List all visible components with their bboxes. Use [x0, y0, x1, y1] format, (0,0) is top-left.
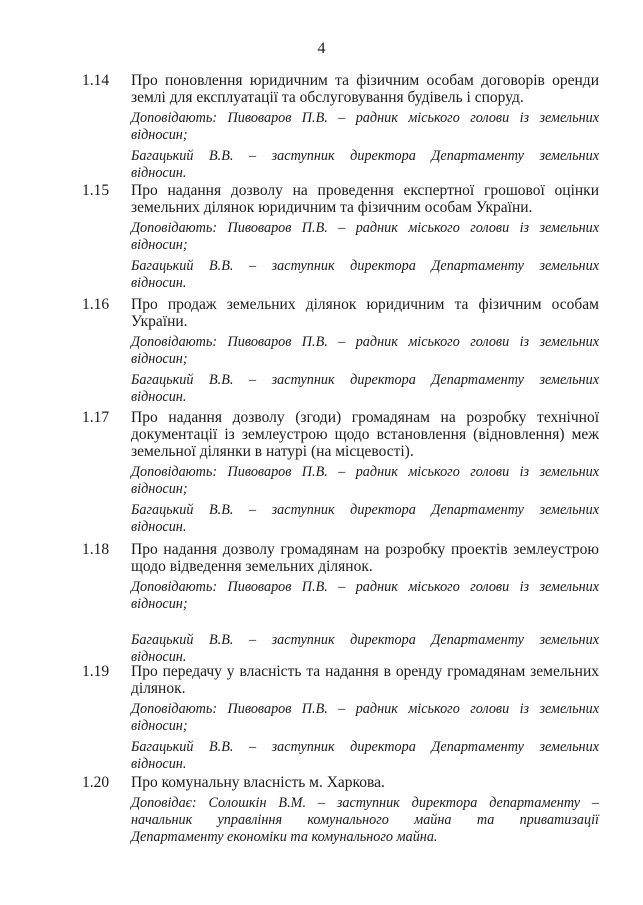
agenda-item-title-line: земельних ділянок юридичним та фізичним особам України. [131, 199, 533, 216]
agenda-item-number: 1.14 [82, 72, 110, 89]
agenda-item-title-line: Про надання дозволу на проведення експертної грошової оцінки [131, 182, 599, 199]
speaker-line: Доповідають: Пивоваров П.В. – радник міського голови із земельних [131, 464, 599, 480]
speaker-line: відносин. [131, 519, 187, 535]
agenda-item-title-line: Про продаж земельних ділянок юридичним та фізичним особам [131, 296, 599, 313]
speaker-line: Багацький В.В. – заступник директора Департаменту земельних [131, 258, 599, 274]
agenda-item-title-line: землі для експлуатації та обслуговування будівель і споруд. [131, 89, 524, 106]
agenda-item-title-line: Про поновлення юридичним та фізичним особам договорів оренди [131, 72, 599, 89]
agenda-item-number: 1.17 [82, 409, 110, 426]
agenda-item-title-line: Про комунальну власність м. Харкова. [131, 774, 385, 791]
speaker-line: Багацький В.В. – заступник директора Департаменту земельних [131, 502, 599, 518]
speaker-line: відносин; [131, 237, 188, 253]
speaker-line: Доповідає: Солошкін В.М. – заступник директора департаменту – [131, 795, 599, 811]
spacer [131, 613, 599, 632]
agenda-item-body [131, 72, 599, 182]
agenda-item-body [131, 182, 599, 292]
speaker-line: відносин; [131, 351, 188, 367]
agenda-item-number: 1.18 [82, 541, 110, 558]
speaker-line: відносин. [131, 389, 187, 405]
speaker-line: відносин. [131, 756, 187, 772]
agenda-item-title-line: щодо відведення земельних ділянок. [131, 558, 373, 575]
agenda-item-body [131, 663, 599, 773]
agenda-item-title-line: ділянок. [131, 680, 186, 697]
speaker-line: начальник управління комунального майна та приватизації [131, 812, 599, 828]
agenda-item-number: 1.16 [82, 296, 110, 313]
agenda-item-title-line: земельної ділянки в натурі (на місцевості). [131, 443, 414, 460]
agenda-item-number: 1.15 [82, 182, 110, 199]
agenda-item-body [131, 774, 599, 846]
speaker-line: Доповідають: Пивоваров П.В. – радник міського голови із земельних [131, 220, 599, 236]
page-number: 4 [317, 40, 326, 57]
speaker-line: Багацький В.В. – заступник директора Департаменту земельних [131, 372, 599, 388]
agenda-item-number: 1.19 [82, 663, 110, 680]
speaker-line: Департаменту економіки та комунального майна. [131, 829, 438, 845]
speaker-line: відносин. [131, 165, 187, 181]
speaker-line: Доповідають: Пивоваров П.В. – радник міського голови із земельних [131, 110, 599, 126]
speaker-line: відносин. [131, 649, 187, 665]
agenda-item-body [131, 541, 599, 666]
speaker-line: відносин; [131, 481, 188, 497]
speaker-line: відносин; [131, 127, 188, 143]
speaker-line: Доповідають: Пивоваров П.В. – радник міського голови із земельних [131, 334, 599, 350]
agenda-item-number: 1.20 [82, 774, 110, 791]
speaker-line: Багацький В.В. – заступник директора Департаменту земельних [131, 148, 599, 164]
speaker-line: Багацький В.В. – заступник директора Департаменту земельних [131, 632, 599, 648]
speaker-line: Доповідають: Пивоваров П.В. – радник міського голови із земельних [131, 579, 599, 595]
agenda-item-title-line: Про надання дозволу громадянам на розробку проектів землеустрою [131, 541, 599, 558]
agenda-item-title-line: Про передачу у власність та надання в оренду громадянам земельних [131, 663, 599, 680]
agenda-item-title-line: України. [131, 313, 188, 330]
agenda-item-body [131, 296, 599, 406]
agenda-item-title-line: документації із землеустрою щодо встановлення (відновлення) меж [131, 426, 599, 443]
speaker-line: відносин; [131, 718, 188, 734]
agenda-item-title-line: Про надання дозволу (згоди) громадянам на розробку технічної [131, 409, 599, 426]
agenda-item-body [131, 409, 599, 536]
speaker-line: відносин. [131, 275, 187, 291]
speaker-line: відносин; [131, 596, 188, 612]
speaker-line: Доповідають: Пивоваров П.В. – радник міського голови із земельних [131, 701, 599, 717]
speaker-line: Багацький В.В. – заступник директора Департаменту земельних [131, 739, 599, 755]
